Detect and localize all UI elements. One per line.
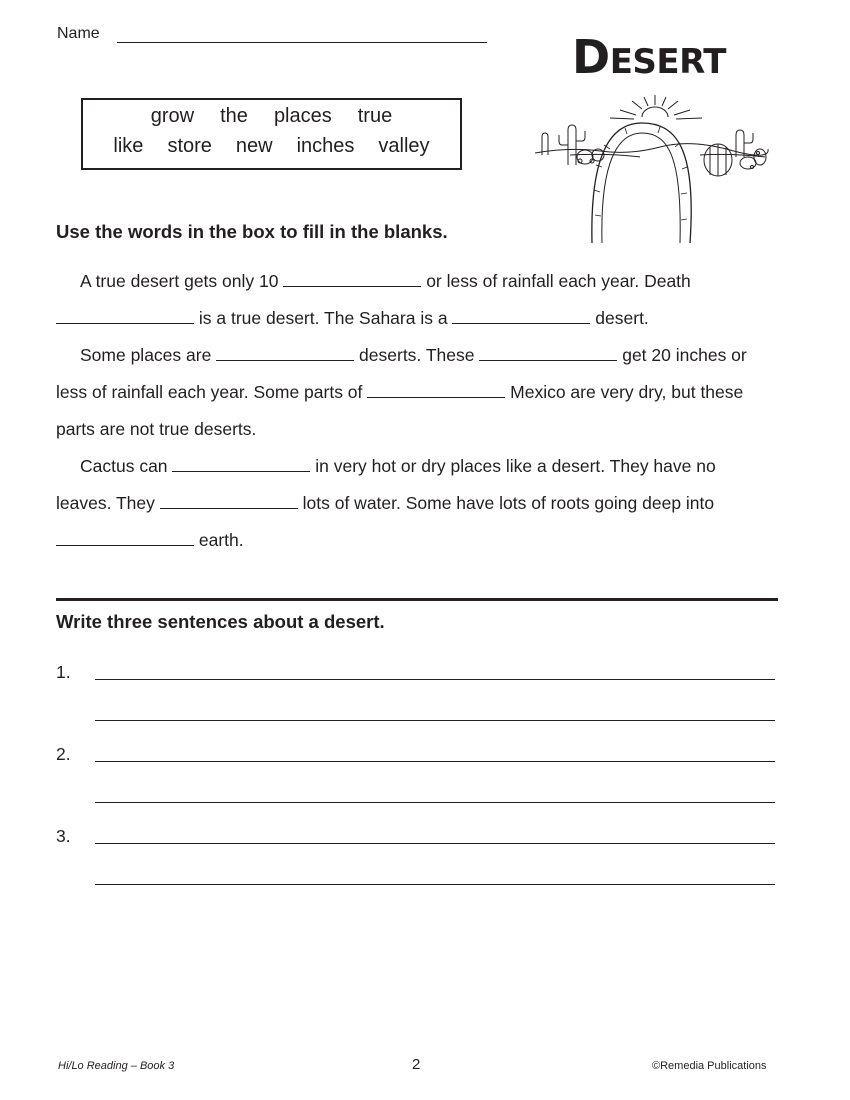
writing-line[interactable]	[95, 884, 775, 885]
fill-in-blank[interactable]	[172, 457, 310, 472]
passage-line: is a true desert. The Sahara is a desert.	[56, 308, 649, 329]
name-field-line[interactable]	[117, 42, 487, 43]
sentence-number: 2.	[56, 744, 71, 764]
fill-in-blank[interactable]	[452, 309, 590, 324]
title-initial: D	[572, 30, 610, 84]
passage-line: A true desert gets only 10 or less of rainfall each year. Death	[80, 271, 691, 291]
fill-in-blank[interactable]	[367, 383, 505, 398]
desert-cactus-illustration	[530, 95, 770, 245]
sentence-number: 3.	[56, 826, 71, 846]
fill-in-blank[interactable]	[160, 494, 298, 509]
fill-in-blank[interactable]	[56, 531, 194, 546]
passage-line: earth.	[56, 530, 244, 551]
word-bank-row-1	[83, 105, 460, 128]
word-bank-box	[81, 98, 462, 170]
word-bank-word: places	[273, 105, 332, 127]
writing-line[interactable]	[95, 720, 775, 721]
title-rest: ESERT	[609, 42, 726, 82]
passage-line: parts are not true deserts.	[56, 419, 257, 439]
word-bank-word: like	[113, 135, 144, 157]
sentence-number: 1.	[56, 662, 71, 682]
word-bank-word: store	[167, 135, 212, 157]
page-title	[572, 30, 726, 84]
writing-prompt-heading: Write three sentences about a desert.	[56, 611, 385, 632]
fill-in-blank[interactable]	[283, 272, 421, 287]
name-label: Name	[57, 25, 100, 42]
page-number: 2	[412, 1056, 421, 1073]
footer-publisher: ©Remedia Publications	[652, 1060, 767, 1072]
word-bank-word: grow	[150, 105, 195, 127]
instructions-heading: Use the words in the box to fill in the blanks.	[56, 221, 448, 242]
word-bank-word: inches	[296, 135, 355, 157]
word-bank-word: the	[220, 105, 248, 127]
word-bank-word: new	[235, 135, 273, 157]
passage-line: less of rainfall each year. Some parts of Mexico are very dry, but these	[56, 382, 744, 402]
writing-line[interactable]	[95, 843, 775, 844]
footer-book-title: Hi/Lo Reading – Book 3	[58, 1060, 175, 1072]
word-bank-row-2	[83, 135, 460, 158]
fill-in-blank[interactable]	[216, 346, 354, 361]
writing-line[interactable]	[95, 679, 775, 680]
passage-line: Cactus can in very hot or dry places like a desert. They have no	[80, 456, 716, 476]
passage-line: Some places are deserts. These get 20 inches or	[80, 345, 747, 365]
word-bank-word: valley	[378, 135, 430, 157]
section-divider	[56, 598, 778, 601]
writing-line[interactable]	[95, 802, 775, 803]
word-bank-word: true	[357, 105, 393, 127]
fill-in-blank[interactable]	[56, 309, 194, 324]
writing-line[interactable]	[95, 761, 775, 762]
passage-line: leaves. They lots of water. Some have lots of roots going deep into	[56, 493, 715, 513]
fill-in-blank[interactable]	[479, 346, 617, 361]
